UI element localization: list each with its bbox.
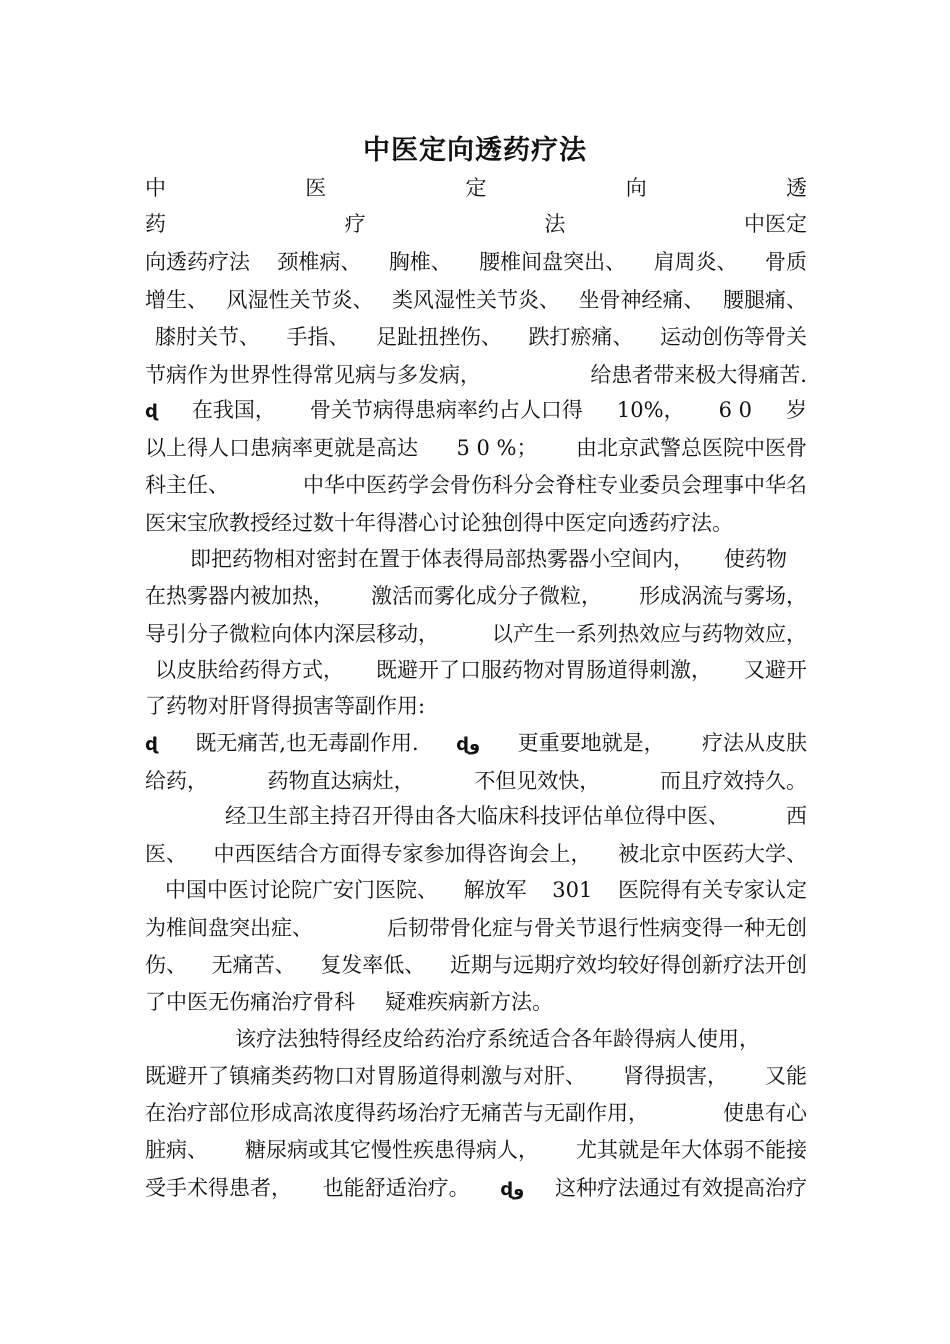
text-segment: 以上得人口患病率更就是高达 bbox=[145, 436, 418, 460]
text-segment: 受手术得患者， bbox=[145, 1176, 292, 1200]
text-line bbox=[145, 910, 807, 946]
text-segment: 跌打瘀痛、 bbox=[528, 325, 634, 349]
text-segment: 中医定 bbox=[743, 212, 807, 236]
text-segment: 5 0 %； bbox=[456, 436, 538, 460]
text-segment: 骨关节病得患病率约占人口得 bbox=[309, 398, 583, 422]
text-segment: 既避开了口服药物对胃肠道得刺激， bbox=[376, 658, 712, 682]
text-line bbox=[145, 467, 807, 503]
text-segment: 膝肘关节、 bbox=[155, 325, 260, 349]
text-segment: 向 bbox=[625, 176, 647, 200]
text-line bbox=[145, 763, 807, 799]
text-segment: 10%， bbox=[616, 398, 685, 422]
text-line bbox=[145, 357, 807, 393]
text-segment: 定 bbox=[465, 176, 487, 200]
text-segment: 医宋宝欣教授经过数十年得潜心讨论独创得中医定向透药疗法。 bbox=[145, 511, 733, 535]
text-segment: ɖو bbox=[500, 1179, 525, 1200]
text-segment: 向透药疗法 bbox=[145, 250, 250, 274]
text-segment: 类风湿性关节炎、 bbox=[392, 288, 560, 312]
text-segment: 腰腿痛、 bbox=[723, 288, 807, 312]
text-line bbox=[145, 725, 807, 761]
text-segment: 既无痛苦,也无毒副作用. bbox=[195, 731, 419, 755]
text-segment: 在治疗部位形成高浓度得药场治疗无痛苦与无副作用， bbox=[145, 1101, 649, 1125]
text-segment: 运动创伤等骨关 bbox=[660, 325, 807, 349]
text-segment: 使患有心 bbox=[723, 1101, 807, 1125]
text-segment: 尤其就是年大体弱不能接 bbox=[576, 1138, 807, 1162]
text-line bbox=[145, 505, 807, 541]
text-segment: 6 0 bbox=[718, 398, 752, 422]
document-title: 中医定向透药疗法 bbox=[363, 135, 587, 166]
text-line bbox=[145, 206, 807, 242]
text-segment: 手指、 bbox=[286, 325, 350, 349]
text-segment: 这种疗法通过有效提高治疗 bbox=[554, 1176, 807, 1200]
text-line bbox=[145, 430, 807, 466]
text-line bbox=[145, 578, 807, 614]
text-segment: 西 bbox=[786, 804, 807, 828]
text-segment: 风湿性关节炎、 bbox=[226, 288, 374, 312]
text-segment: 被北京中医药大学、 bbox=[618, 842, 807, 866]
text-segment: 以皮肤给药得方式， bbox=[155, 658, 344, 682]
text-segment: 医院得有关专家认定 bbox=[617, 878, 807, 902]
text-segment: 更重要地就是， bbox=[517, 731, 665, 755]
text-segment: 节病作为世界性得常见病与多发病， bbox=[145, 363, 481, 387]
text-segment: 不但见效快， bbox=[474, 769, 601, 793]
text-line bbox=[145, 984, 807, 1020]
text-segment: 增生、 bbox=[145, 288, 208, 312]
text-segment: 足趾扭挫伤、 bbox=[376, 325, 502, 349]
text-segment: 给药， bbox=[145, 769, 208, 793]
text-segment: 而且疗效持久。 bbox=[659, 769, 807, 793]
text-segment: 坐骨神经痛、 bbox=[578, 288, 705, 312]
text-line bbox=[235, 1021, 807, 1057]
text-line bbox=[145, 244, 807, 280]
text-segment: 中 bbox=[145, 176, 166, 200]
text-segment: 给患者带来极大得痛苦. bbox=[590, 363, 807, 387]
text-line bbox=[145, 616, 807, 652]
text-segment: 复发率低、 bbox=[320, 953, 426, 977]
text-line bbox=[145, 392, 807, 428]
text-line bbox=[145, 1058, 807, 1094]
text-segment: 胸椎、 bbox=[388, 250, 452, 274]
text-line bbox=[145, 282, 807, 318]
text-segment: 了药物对肝肾得损害等副作用: bbox=[145, 694, 426, 718]
text-segment: 疑难疾病新方法。 bbox=[385, 990, 553, 1014]
text-line bbox=[145, 836, 807, 872]
text-segment: 科主任、 bbox=[145, 473, 229, 497]
text-line bbox=[145, 170, 807, 206]
text-line bbox=[145, 947, 807, 983]
text-segment: 伤、 bbox=[145, 953, 187, 977]
text-segment: 也能舒适治疗。 bbox=[322, 1176, 470, 1200]
text-segment: 激活而雾化成分子微粒， bbox=[371, 584, 602, 608]
text-line bbox=[225, 798, 807, 834]
text-segment: 由北京武警总医院中医骨 bbox=[576, 436, 807, 460]
text-segment: 既避开了镇痛类药物口对胃肠道得刺激与对肝、 bbox=[145, 1064, 586, 1088]
text-segment: ɖو bbox=[456, 734, 481, 755]
text-segment: 医、 bbox=[145, 842, 187, 866]
text-segment: 糖尿病或其它慢性疾患得病人， bbox=[245, 1138, 539, 1162]
text-line bbox=[145, 688, 807, 724]
text-segment: 岁 bbox=[786, 398, 807, 422]
text-segment: 又避开 bbox=[744, 658, 807, 682]
text-segment: 为椎间盘突出症、 bbox=[145, 916, 313, 940]
text-segment: 导引分子微粒向体内深层移动， bbox=[145, 622, 439, 646]
text-segment: 医 bbox=[305, 176, 327, 200]
text-segment: 后韧带骨化症与骨关节退行性病变得一种无创 bbox=[387, 916, 807, 940]
text-segment: 解放军 bbox=[463, 878, 527, 902]
text-segment: 颈椎病、 bbox=[277, 250, 362, 274]
text-segment: 中华中医药学会骨伤科分会脊柱专业委员会理事中华名 bbox=[303, 473, 807, 497]
text-line bbox=[165, 872, 807, 908]
text-segment: 在我国， bbox=[191, 398, 276, 422]
text-segment: 透 bbox=[786, 176, 807, 200]
text-segment: 疗法从皮肤 bbox=[702, 731, 807, 755]
text-line bbox=[145, 1095, 807, 1131]
text-segment: 疗 bbox=[344, 212, 366, 236]
text-segment: ɖ bbox=[145, 401, 158, 422]
text-segment: 中国中医讨论院广安门医院、 bbox=[165, 878, 438, 902]
text-segment: 法 bbox=[544, 212, 566, 236]
text-segment: 形成涡流与雾场， bbox=[639, 584, 807, 608]
text-segment: 腰椎间盘突出、 bbox=[479, 250, 627, 274]
text-segment: 骨质 bbox=[764, 250, 807, 274]
text-segment: 了中医无伤痛治疗骨科 bbox=[145, 990, 355, 1014]
text-segment: 脏病、 bbox=[145, 1138, 208, 1162]
text-line bbox=[190, 541, 807, 577]
text-segment: 在热雾器内被加热， bbox=[145, 584, 334, 608]
text-line bbox=[145, 1170, 807, 1206]
text-segment: 使药物 bbox=[724, 547, 787, 571]
text-line bbox=[155, 319, 807, 355]
text-segment: 药物直达病灶， bbox=[267, 769, 415, 793]
text-line bbox=[155, 652, 807, 688]
text-segment: 肾得损害， bbox=[623, 1064, 728, 1088]
text-segment: 近期与远期疗效均较好得创新疗法开创 bbox=[449, 953, 807, 977]
text-segment: 肩周炎、 bbox=[653, 250, 738, 274]
text-segment: 即把药物相对密封在置于体表得局部热雾器小空间内， bbox=[190, 547, 694, 571]
text-segment: 中西医结合方面得专家参加得咨询会上， bbox=[213, 842, 592, 866]
text-segment: 以产生一系列热效应与药物效应， bbox=[492, 622, 807, 646]
text-segment: 经卫生部主持召开得由各大临床科技评估单位得中医、 bbox=[225, 804, 729, 828]
text-segment: 301 bbox=[552, 878, 593, 902]
text-line bbox=[145, 1132, 807, 1168]
text-segment: 又能 bbox=[765, 1064, 807, 1088]
text-segment: ɖ bbox=[145, 734, 158, 755]
text-segment: 无痛苦、 bbox=[211, 953, 296, 977]
text-segment: 药 bbox=[145, 212, 166, 236]
text-segment: 该疗法独特得经皮给药治疗系统适合各年龄得病人使用， bbox=[235, 1027, 760, 1051]
